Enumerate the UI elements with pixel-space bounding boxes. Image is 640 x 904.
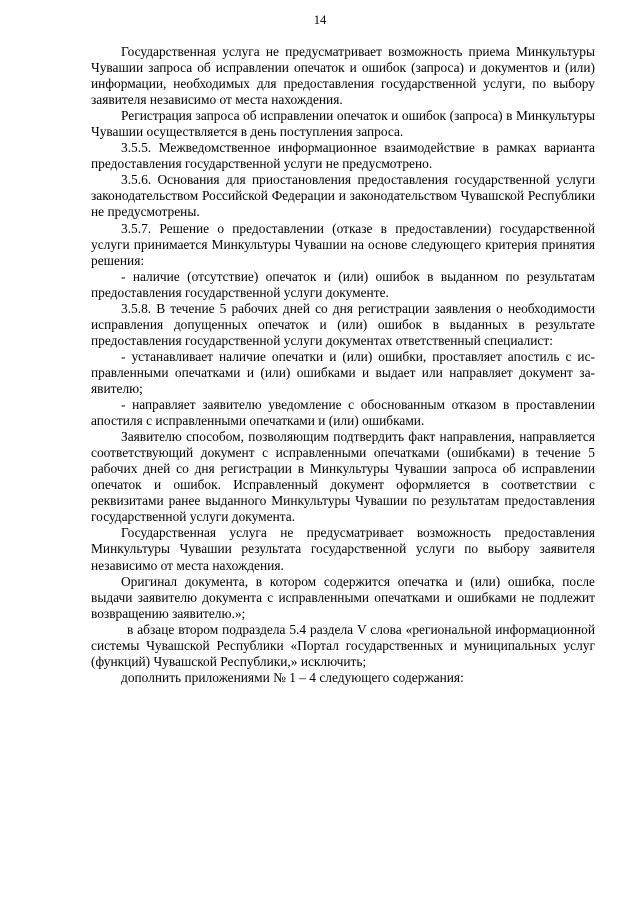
paragraph-3-5-6: 3.5.6. Основания для приостановления предоставления государственной услуги законодательством Российской Федерации и законодательством Чувашской Республики не предусмотрены. — [91, 172, 595, 220]
paragraph-3-5-8: 3.5.8. В течение 5 рабочих дней со дня регистрации заявления о необходимости исправления допущенных опечаток и (или) ошибок в выданных в результате предоставления государственной услуги документах ответственный специалист: — [91, 300, 595, 348]
document-body — [91, 44, 595, 686]
paragraph-delivery-method: Заявителю способом, позволяющим подтвердить факт направления, направляется соответствующий документ с исправленными опечатками (ошибками) в течение 5 рабочих дней со дня регистрации в Минкультуры Чувашии запроса об исправлении опечаток и ошибок. Исправленный документ оформляется в соответствии с реквизитами ранее выданного Минкультуры Чувашии по результатам предоставления государственной услуги документа. — [91, 429, 595, 525]
paragraph-request-registration: Регистрация запроса об исправлении опечаток и ошибок (запроса) в Минкультуры Чувашии осуществляется в день поступления запроса. — [91, 108, 595, 140]
paragraph-amendment-5-4: в абзаце втором подраздела 5.4 раздела V слова «региональной информационной системы Чувашской Республики «Портал государственных и муниципальных услуг (функций) Чувашской Республики,» исключить; — [91, 621, 595, 669]
paragraph-3-5-5: 3.5.5. Межведомственное информационное взаимодействие в рамках варианта предоставления государственной услуги не предусмотрено. — [91, 140, 595, 172]
paragraph-action-establish: - устанавливает наличие опечатки и (или) ошибки, проставляет апостиль с исправленными опечатками и (или) ошибками и выдает или направляет документ заявителю; — [91, 348, 595, 396]
paragraph-result-by-location: Государственная услуга не предусматривает возможность предоставления Минкультуры Чувашии результата государственной услуги по выбору заявителя независимо от места нахождения. — [91, 525, 595, 573]
paragraph-3-5-7: 3.5.7. Решение о предоставлении (отказе в предоставлении) государственной услуги принимается Минкультуры Чувашии на основе следующего критерия принятия решения: — [91, 220, 595, 268]
paragraph-no-request-by-location: Государственная услуга не предусматривает возможность приема Минкультуры Чувашии запроса об исправлении опечаток и ошибок (запроса) и документов и (или) информации, необходимых для предоставления государственной услуги, по выбору заявителя независимо от места нахождения. — [91, 44, 595, 108]
paragraph-add-appendices: дополнить приложениями № 1 – 4 следующего содержания: — [121, 669, 464, 685]
paragraph-original-document: Оригинал документа, в котором содержится опечатка и (или) ошибка, после выдачи заявителю документа с исправленными опечатками и ошибками не подлежит возвращению заявителю.»; — [91, 573, 595, 621]
paragraph-criterion-item: - наличие (отсутствие) опечаток и (или) ошибок в выданном по результатам предоставления государственной услуги документе. — [91, 268, 595, 300]
page-number: 14 — [313, 13, 327, 27]
paragraph-action-refusal: - направляет заявителю уведомление с обоснованным отказом в проставлении апостиля с исправленными опечатками и (или) ошибками. — [91, 397, 595, 429]
